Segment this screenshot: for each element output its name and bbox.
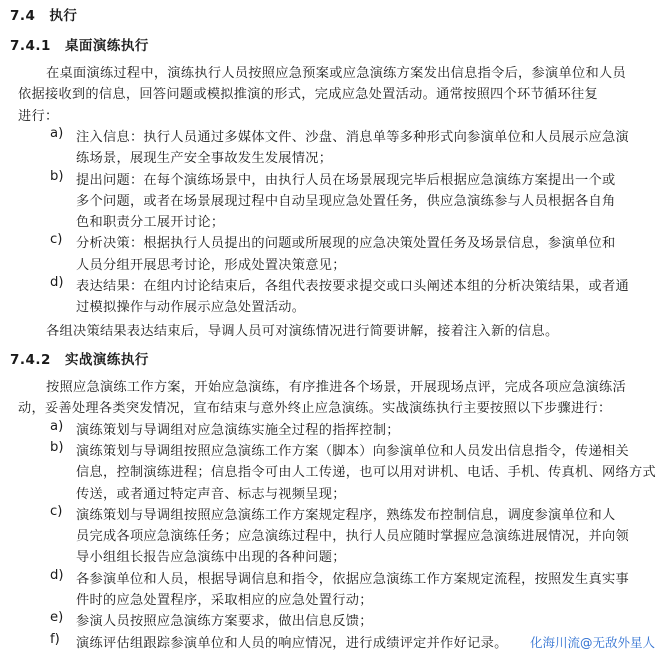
subsection-heading-742-number: 7.4.2 — [10, 352, 51, 368]
sub2-item-line: 演练策划与导调组对应急演练实施全过程的指挥控制； — [76, 422, 400, 438]
sub2-item-label: e) — [50, 610, 64, 626]
sub2-intro-line: 动，妥善处理各类突发情况，宣布结束与意外终止应急演练。实战演练执行主要按照以下步骤进行： — [18, 401, 612, 417]
sub2-item-line: 参演人员按照应急演练方案要求，做出信息反馈； — [76, 614, 373, 630]
subsection-heading-742 — [10, 348, 149, 368]
sub2-item-line: 演练评估组跟踪参演单位和人员的响应情况，进行成绩评定并作好记录。 — [76, 635, 508, 651]
sub2-item-line: 各参演单位和人员，根据导调信息和指令，依据应急演练工作方案规定流程，按照发生真实事 — [76, 571, 629, 587]
sub1-intro-line: 在桌面演练过程中，演练执行人员按照应急预案或应急演练方案发出信息指令后，参演单位和人员 — [46, 66, 626, 81]
sub2-item-line: 件时的应急处置程序，采取相应的应急处置行动； — [76, 593, 373, 608]
sub2-item-line: 演练策划与导调组按照应急演练工作方案规定程序，熟练发布控制信息，调度参演单位和人 — [76, 507, 616, 523]
subsection-heading-742-title: 实战演练执行 — [64, 352, 149, 368]
sub2-item-line: 传送，或者通过特定声音、标志与视频呈现； — [76, 486, 346, 502]
sub1-item-line: 分析决策：根据执行人员提出的问题或所展现的应急决策处置任务及场景信息，参演单位和 — [76, 236, 616, 252]
sub2-item-label: d) — [50, 567, 64, 583]
sub1-item-label: c) — [50, 232, 63, 248]
sub1-intro-line: 依据接收到的信息，回答问题或模拟推演的形式，完成应急处置活动。通常按照四个环节循环往复 — [18, 87, 598, 103]
sub2-item-line: 演练策划与导调组按照应急演练工作方案（脚本）向参演单位和人员发出信息指令，传递相关 — [76, 443, 629, 459]
subsection-heading-741-title: 桌面演练执行 — [64, 38, 149, 54]
sub2-item-line: 员完成各项应急演练任务；应急演练过程中，执行人员应随时掌握应急演练进展情况，并向领 — [76, 529, 629, 545]
sub1-item-label: a) — [50, 125, 64, 141]
sub1-item-line: 注入信息：执行人员通过多媒体文件、沙盘、消息单等多种形式向参演单位和人员展示应急演 — [76, 129, 629, 145]
subsection-heading-741 — [10, 34, 149, 54]
sub2-intro-line: 按照应急演练工作方案，开始应急演练，有序推进各个场景，开展现场点评，完成各项应急演练活 — [46, 380, 626, 395]
subsection-heading-741-number: 7.4.1 — [10, 38, 51, 54]
sub2-item-label: b) — [50, 439, 64, 455]
sub1-outro: 各组决策结果表达结束后，导调人员可对演练情况进行简要讲解，接着注入新的信息。 — [46, 323, 559, 339]
sub2-item-line: 信息，控制演练进程；信息指令可由人工传递，也可以用对讲机、电话、手机、传真机、网络方式 — [76, 465, 656, 481]
section-heading — [10, 4, 77, 24]
sub1-item-line: 色和职责分工展开讨论； — [76, 215, 225, 231]
section-heading-number: 7.4 — [10, 8, 36, 24]
sub1-item-line: 提出问题：在每个演练场景中，由执行人员在场景展现完毕后根据应急演练方案提出一个或 — [76, 172, 616, 188]
section-heading-title: 执行 — [49, 8, 78, 24]
sub2-item-label: a) — [50, 418, 64, 434]
sub1-item-line: 过模拟操作与动作展示应急处置活动。 — [76, 300, 306, 316]
sub1-intro-line: 进行： — [18, 108, 59, 124]
sub1-item-line: 人员分组开展思考讨论，形成处置决策意见； — [76, 257, 346, 273]
watermark: 化海川流@无敌外星人 — [529, 635, 655, 650]
sub2-item-label: f) — [50, 631, 60, 647]
sub1-item-label: d) — [50, 275, 64, 290]
sub2-item-label: c) — [50, 503, 63, 519]
sub1-item-line: 练场景，展现生产安全事故发生发展情况； — [76, 151, 333, 167]
sub2-item-line: 导小组组长报告应急演练中出现的各种问题； — [76, 550, 346, 566]
sub1-item-line: 多个问题，或者在场景展现过程中自动呈现应急处置任务，供应急演练参与人员根据各自角 — [76, 193, 616, 209]
sub1-item-line: 表达结果：在组内讨论结束后，各组代表按要求提交或口头阐述本组的分析决策结果，或者通 — [76, 279, 629, 294]
sub1-item-label: b) — [50, 168, 64, 184]
